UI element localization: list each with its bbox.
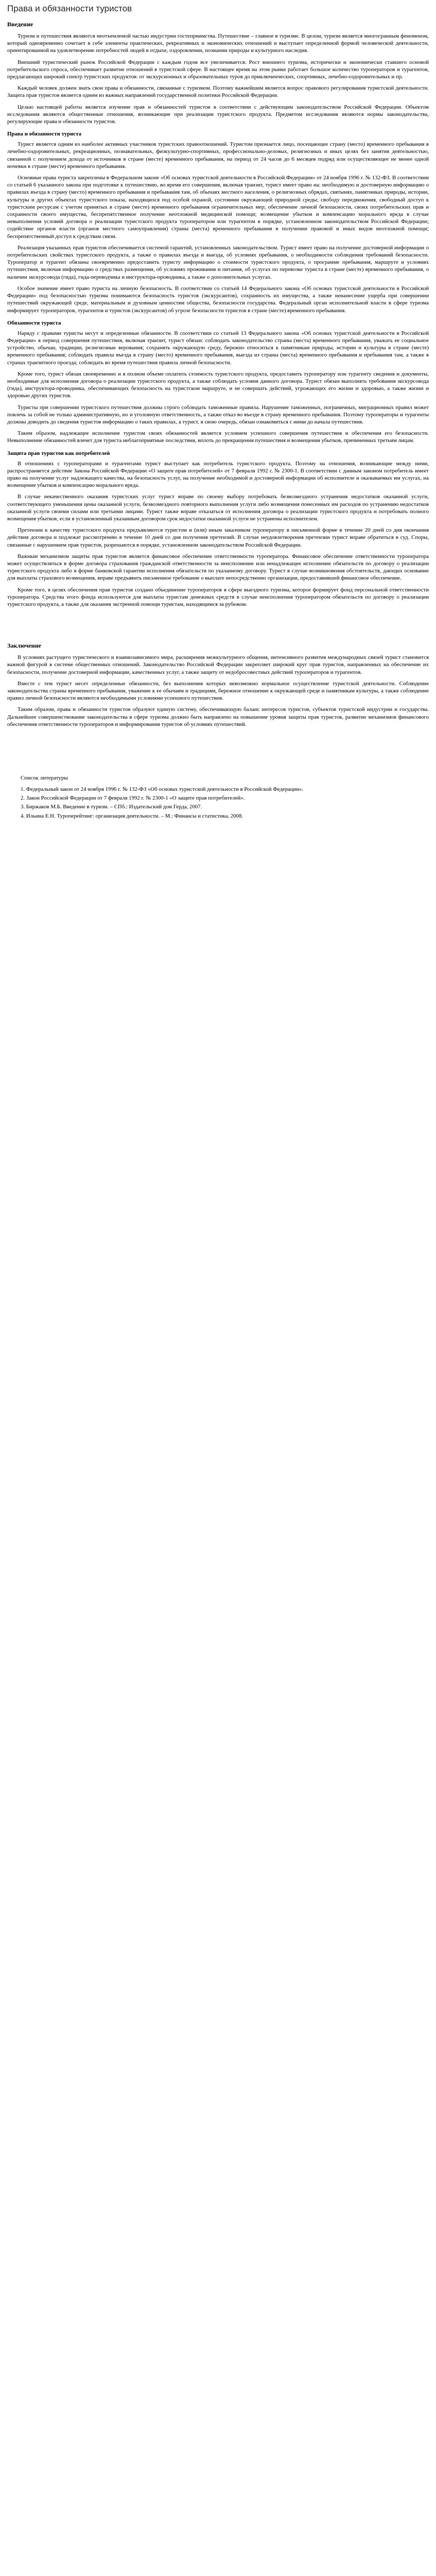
section-heading-intro: Введение: [7, 21, 33, 28]
rights-paragraph: Реализация указанных прав туристов обеспечивается системой гарантий, установленных законодательством. Турист имеет право на получение достоверной информации о потребительских свойствах туристского продукта, а также о правилах въезда и выезда, об условиях пребывания, о необходимости соблюдения требований безопасности. Туроператор и турагент обязаны своевременно предоставить туристу информацию о стоимости туристского продукта, о программе пребывания, маршруте и условиях путешествия, включая информацию о средствах размещения, об условиях проживания и питания, об услугах по перевозке туриста в стране (месте) временного пребывания, о наличии экскурсовода (гида), гида-переводчика и инструктора-проводника, а также о дополнительных услугах.: [7, 244, 429, 280]
reference-item: 2. Закон Российской Федерации от 7 февраля 1992 г. № 2300-1 «О защите прав потребителей».: [21, 795, 245, 802]
intro-paragraph: Каждый человек должен знать свои права и обязанности, связанные с туризмом. Поэтому важнейшим является вопрос правового регулирования туристской деятельности. Защита прав туристов является одним из важных направлений государственной политики Российской Федерации.: [7, 85, 429, 99]
conclusion-paragraph: Вместе с тем турист несет определенные обязанности, без выполнения которых невозможно нормальное осуществление туристской деятельности. Соблюдение законодательства страны временного пребывания, уважение к ее обычаям и традициям, бережное отношение к окружающей среде и памятникам культуры, а также соблюдение правил личной безопасности являются необходимыми условиями успешного путешествия.: [7, 680, 429, 702]
section-spacer: [7, 612, 429, 640]
conclusion-paragraph: Таким образом, права и обязанности туристов образуют единую систему, обеспечивающую баланс интересов туристов, субъектов туристской индустрии и государства. Дальнейшее совершенствование законодательства в сфере туризма должно быть направлено на повышение уровня защиты прав туристов, развитие механизмов финансового обеспечения ответственности туроператоров и информирования туристов об условиях путешествий.: [7, 706, 429, 727]
page-title: Права и обязанности туристов: [7, 4, 132, 13]
intro-paragraph: Туризм и путешествия являются неотъемлемой частью индустрии гостеприимства. Путешествие – главное в туризме. В целом, туризм является многогранным феноменом, который одновременно сочетает в себе элементы практических, рекреативных и экономических отношений и выступает определенной формой человеческой деятельности, ориентированной на удовлетворение потребностей людей в отдыхе, оздоровлении, познании природы и культурного наследия.: [7, 33, 429, 54]
reference-item: 4. Ильина Е.Н. Туроперейтинг: организация деятельности. – М.: Финансы и статистика, 2008.: [21, 812, 243, 819]
section-spacer: [7, 732, 429, 760]
rights-paragraph: Турист является одним из наиболее активных участников туристских правоотношений. Туристом признается лицо, посещающее страну (место) временного пребывания в лечебно-оздоровительных, рекреационных, познавательных, физкультурно-спортивных, профессионально-деловых, религиозных и иных целях без занятия деятельностью, связанной с получением дохода от источников в стране (месте) временного пребывания, на период от 24 часов до 6 месяцев подряд или осуществляющее не менее одной ночевки в стране (месте) временного пребывания.: [7, 141, 429, 170]
consumer-paragraph: В отношениях с туроператорами и турагентами турист выступает как потребитель туристского продукта. Поэтому на отношения, возникающие между ними, распространяется действие Закона Российской Федерации «О защите прав потребителей» от 7 февраля 1992 г. № 2300-1. В соответствии с данным законом потребитель имеет право на получение услуг надлежащего качества, на безопасность услуг, на получение необходимой и достоверной информации об исполнителе и оказываемых им услугах, на возмещение убытков и компенсацию морального вреда.: [7, 460, 429, 489]
references-heading: Список литературы: [21, 775, 68, 782]
consumer-paragraph: Кроме того, в целях обеспечения прав туристов создано объединение туроператоров в сфере выездного туризма, которое формирует фонд персональной ответственности туроператора. Средства этого фонда используются для выплаты туристам денежных средств в случае неисполнения туроператором обязательств по договору о реализации туристского продукта, а также для оказания экстренной помощи туристам, находящимся за рубежом.: [7, 586, 429, 607]
duties-paragraph: Таким образом, надлежащее исполнение туристом своих обязанностей является условием успешного совершения путешествия и обеспечения его безопасности. Невыполнение обязанностей влечет для туриста неблагоприятные последствия, вплоть до прекращения путешествия и возмещения убытков, причиненных третьим лицам.: [7, 430, 429, 444]
consumer-paragraph: В случае некачественного оказания туристских услуг турист вправе по своему выбору потребовать безвозмездного устранения недостатков оказанной услуги, соответствующего уменьшения цены оказанной услуги, безвозмездного повторного выполнения услуги либо возмещения понесенных им расходов по устранению недостатков оказанной услуги своими силами или третьими лицами. Турист также вправе отказаться от исполнения договора о реализации туристского продукта и потребовать полного возмещения убытков, если в установленный указанным договором срок недостатки оказанной услуги не устранены исполнителем.: [7, 494, 429, 522]
section-heading-consumer: Защита прав туристов как потребителей: [7, 450, 110, 456]
duties-paragraph: Туристы при совершении туристского путешествия должны строго соблюдать таможенные правила. Нарушение таможенных, пограничных, миграционных правил может повлечь за собой не только административную, но и уголовную ответственность, а также отказ во въезде в страну временного пребывания. Поэтому туроператоры и турагенты должны доводить до сведения туристов информацию о таких правилах, а турист, в свою очередь, обязан ознакомиться с ними до начала путешествия.: [7, 404, 429, 425]
consumer-paragraph: Претензии к качеству туристского продукта предъявляются туристом и (или) иным заказчиком туроператору в письменной форме в течение 20 дней со дня окончания действия договора и подлежат рассмотрению в течение 10 дней со дня получения претензий. В случае неудовлетворения претензии турист вправе обратиться в суд. Споры, связанные с нарушением прав туристов, разрешаются в порядке, установленном законодательством Российской Федерации.: [7, 527, 429, 548]
intro-paragraph: Внешний туристический рынок Российской Федерации с каждым годом все увеличивается. Рост внешнего туризма, исторически и экономически ставшего основой потребительского спроса, обеспечивает развитие отношений в туристской сфере. В настоящее время на этом рынке работает большое количество туроператоров и турагентов, предлагающих широкий спектр туристских продуктов: от экскурсионных и образовательных туров до приключенческих, спортивных, лечебно-оздоровительных и пр.: [7, 59, 429, 80]
rights-paragraph: Основные права туриста закреплены в Федеральном законе «Об основах туристской деятельности в Российской Федерации» от 24 ноября 1996 г. № 132-ФЗ. В соответствии со статьей 6 указанного закона при подготовке к путешествию, во время его совершения, включая транзит, турист имеет право на: необходимую и достоверную информацию о правилах въезда в страну (место) временного пребывания и пребывания там, об обычаях местного населения, о религиозных обрядах, святынях, памятниках природы, истории, культуры и других объектах туристского показа, находящихся под особой охраной, состоянии окружающей природной среды; свободу передвижения, свободный доступ к туристским ресурсам с учетом принятых в стране (месте) временного пребывания ограничительных мер; обеспечение личной безопасности, своих потребительских прав и сохранности своего имущества, беспрепятственное получение неотложной медицинской помощи; возмещение убытков и компенсацию морального вреда в случае невыполнения условий договора о реализации туристского продукта туроператором или турагентом в порядке, установленном законодательством Российской Федерации; содействие органов власти (органов местного самоуправления) страны (места) временного пребывания в получении правовой и иных видов неотложной помощи; беспрепятственный доступ к средствам связи.: [7, 175, 429, 240]
section-heading-conclusion: Заключение: [7, 642, 41, 650]
reference-item: 1. Федеральный закон от 24 ноября 1996 г. № 132-ФЗ «Об основах туристской деятельности в Российской Федерации».: [21, 786, 304, 793]
conclusion-paragraph: В условиях растущего туристического и взаимозависимого мира, расширения межкультурного общения, интенсивного развития международных связей турист становится важной фигурой в системе общественных отношений. Законодательство Российской Федерации закрепляет широкий круг прав туристов, направленных на обеспечение их безопасности, получение достоверной информации, качественных услуг, а также защиту от недобросовестных действий туроператоров и турагентов.: [7, 654, 429, 675]
duties-paragraph: Кроме того, турист обязан своевременно и в полном объеме оплатить стоимость туристского продукта, предоставить туроператору или турагенту сведения и документы, необходимые для исполнения договора о реализации туристского продукта, а также соблюдать условия данного договора. Турист обязан выполнять требования экскурсовода (гида), инструктора-проводника, обеспечивающих безопасность на туристском маршруте, и не совершать действий, угрожающих его жизни и здоровью, а также жизни и здоровью других туристов.: [7, 370, 429, 399]
section-heading-rights: Права и обязанности туриста: [7, 131, 82, 138]
rights-paragraph: Особое значение имеет право туриста на личную безопасность. В соответствии со статьей 14 Федерального закона «Об основах туристской деятельности в Российской Федерации» под безопасностью туризма понимаются безопасность туристов (экскурсантов), сохранность их имущества, а также ненанесение ущерба при совершении путешествий окружающей среде, материальным и духовным ценностям общества, безопасности государства. Федеральный орган исполнительной власти в сфере туризма информирует туроператоров, турагентов и туристов (экскурсантов) об угрозе безопасности туристов в стране (месте) временного пребывания.: [7, 285, 429, 314]
references-list: [7, 786, 429, 820]
intro-paragraph: Целью настоящей работы является изучение прав и обязанностей туристов в соответствии с действующим законодательством Российской Федерации. Объектом исследования являются общественные отношения, возникающие при реализации туристского продукта. Предметом исследования являются нормы законодательства, регулирующие права и обязанности туристов.: [7, 104, 429, 125]
reference-item: 3. Биржаков М.Б. Введение в туризм. – СПб.: Издательский дом Герда, 2007.: [21, 804, 202, 810]
section-heading-duties: Обязанности туриста: [7, 319, 61, 326]
consumer-paragraph: Важным механизмом защиты прав туристов является финансовое обеспечение ответственности туроператора. Финансовое обеспечение ответственности туроператора может осуществляться в форме договора страхования гражданской ответственности за неисполнение или ненадлежащее исполнение обязательств по договору о реализации туристского продукта либо в форме банковской гарантии исполнения обязательств по указанному договору. Турист в случае возникновения обстоятельств, дающих основание для выплаты страхового возмещения, вправе предъявить письменное требование о выплате непосредственно организации, предоставившей финансовое обеспечение.: [7, 553, 429, 582]
duties-paragraph: Наряду с правами туристы несут и определенные обязанности. В соответствии со статьей 13 Федерального закона «Об основах туристской деятельности в Российской Федерации» в период совершения путешествия, включая транзит, турист обязан: соблюдать законодательство страны (места) временного пребывания, уважать ее социальное устройство, обычаи, традиции, религиозные верования; сохранять окружающую среду, бережно относиться к памятникам природы, истории и культуры в стране (месте) временного пребывания; соблюдать правила въезда в страну (место) временного пребывания, выезда из страны (места) временного пребывания и пребывания там, а также в странах транзитного проезда; соблюдать во время путешествия правила личной безопасности.: [7, 330, 429, 366]
